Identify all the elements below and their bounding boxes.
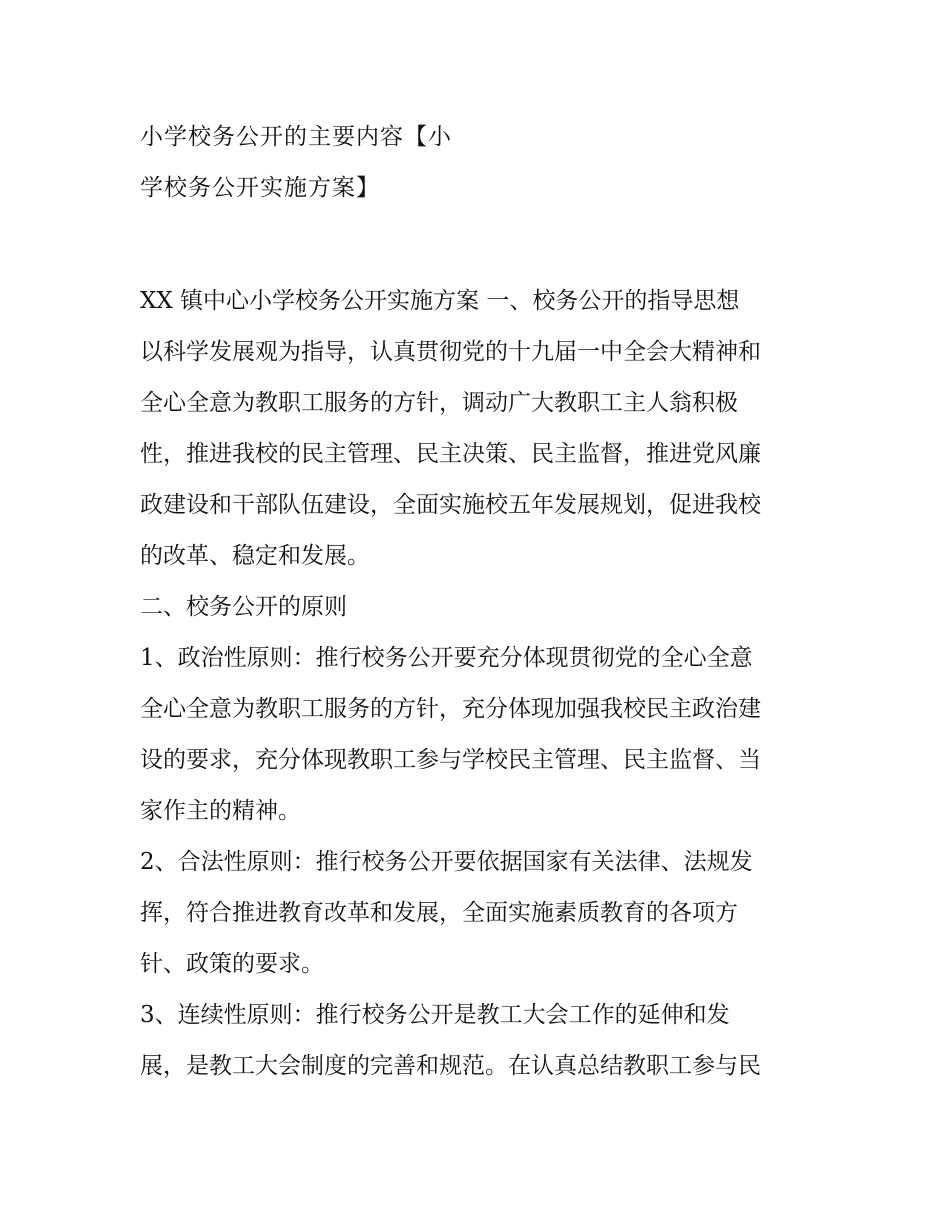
body-line: 性，推进我校的民主管理、民主决策、民主监督，推进党风廉 xyxy=(140,441,761,467)
body-line: 挥，符合推进教育改革和发展，全面实施素质教育的各项方 xyxy=(140,900,738,926)
title-line-2: 学校务公开实施方案】 xyxy=(140,175,380,201)
document-body xyxy=(140,276,830,1092)
body-line: 设的要求，充分体现教职工参与学校民主管理、民主监督、当 xyxy=(140,747,761,773)
body-line: 1、政治性原则：推行校务公开要充分体现贯彻党的全心全意 xyxy=(140,645,753,671)
body-line: 3、连续性原则：推行校务公开是教工大会工作的延伸和发 xyxy=(140,1002,730,1028)
body-line: XX 镇中心小学校务公开实施方案 一、校务公开的指导思想 xyxy=(140,288,740,314)
document-title xyxy=(140,112,830,214)
body-line: 2、合法性原则：推行校务公开要依据国家有关法律、法规发 xyxy=(140,849,753,875)
body-line: 家作主的精神。 xyxy=(140,798,301,824)
body-line: 政建设和干部队伍建设，全面实施校五年发展规划，促进我校 xyxy=(140,492,761,518)
body-line: 展，是教工大会制度的完善和规范。在认真总结教职工参与民 xyxy=(140,1053,761,1079)
body-line: 的改革、稳定和发展。 xyxy=(140,543,370,569)
section-heading: 二、校务公开的原则 xyxy=(140,594,347,620)
body-line: 全心全意为教职工服务的方针，调动广大教职工主人翁积极 xyxy=(140,390,738,416)
body-line: 全心全意为教职工服务的方针，充分体现加强我校民主政治建 xyxy=(140,696,761,722)
body-line: 针、政策的要求。 xyxy=(140,951,324,977)
body-line: 以科学发展观为指导，认真贯彻党的十九届一中全会大精神和 xyxy=(140,339,761,365)
title-line-1: 小学校务公开的主要内容【小 xyxy=(140,124,452,150)
